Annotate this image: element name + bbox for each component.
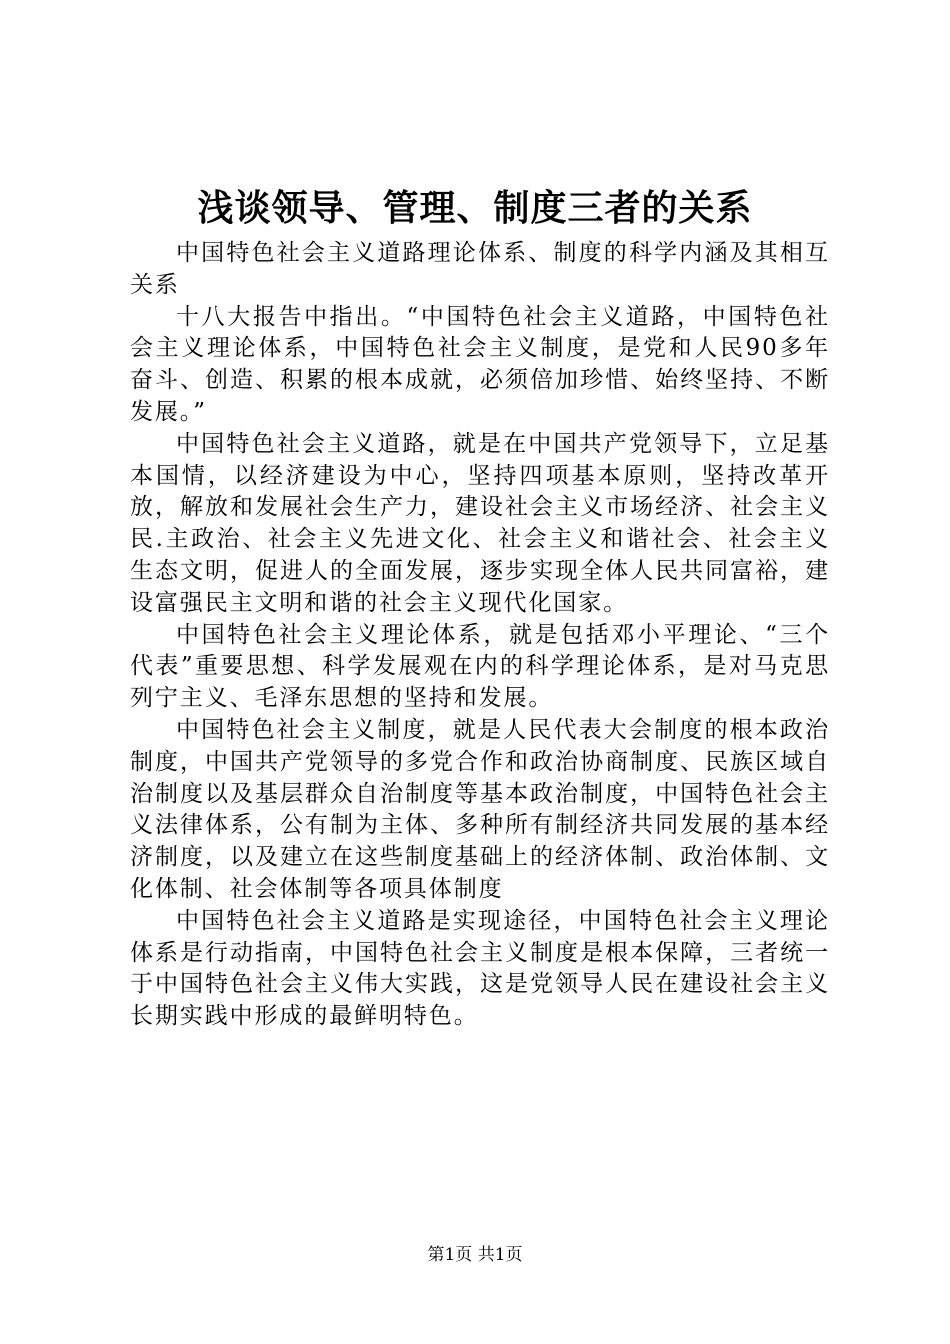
paragraph-subtitle: 中国特色社会主义道路理论体系、制度的科学内涵及其相互关系 (130, 240, 830, 298)
paragraph-conclusion: 中国特色社会主义道路是实现途径，中国特色社会主义理论体系是行动指南，中国特色社会主义制度是根本保障，三者统一于中国特色社会主义伟大实践，这是党领导人民在建设社会主义长期实践中形成的最鲜明特色。 (130, 907, 830, 1030)
document-title: 浅谈领导、管理、制度三者的关系 (197, 187, 753, 229)
document-body (130, 238, 830, 1033)
paragraph-report-quote: 十八大报告中指出。“中国特色社会主义道路，中国特色社会主义理论体系，中国特色社会主义制度，是党和人民90多年奋斗、创造、积累的根本成就，必须倍加珍惜、始终坚持、不断发展。” (130, 303, 830, 425)
paragraph-road: 中国特色社会主义道路，就是在中国共产党领导下，立足基本国情，以经济建设为中心，坚持四项基本原则，坚持改革开放，解放和发展社会生产力，建设社会主义市场经济、社会主义民.主政治、社会主义先进文化、社会主义和谐社会、社会主义生态文明，促进人的全面发展，逐步实现全体人民共同富裕，建设富强民主文明和谐的社会主义现代化国家。 (130, 430, 830, 616)
paragraph-system: 中国特色社会主义制度，就是人民代表大会制度的根本政治制度，中国共产党领导的多党合作和政治协商制度、民族区域自治制度以及基层群众自治制度等基本政治制度，中国特色社会主义法律体系，公有制为主体、多种所有制经济共同发展的基本经济制度，以及建立在这些制度基础上的经济体制、政治体制、文化体制、社会体制等各项具体制度 (130, 716, 830, 902)
paragraph-theory: 中国特色社会主义理论体系，就是包括邓小平理论、“三个代表”重要思想、科学发展观在内的科学理论体系，是对马克思列宁主义、毛泽东思想的坚持和发展。 (130, 621, 830, 712)
page-footer: 第1页 共1页 (427, 1245, 523, 1265)
